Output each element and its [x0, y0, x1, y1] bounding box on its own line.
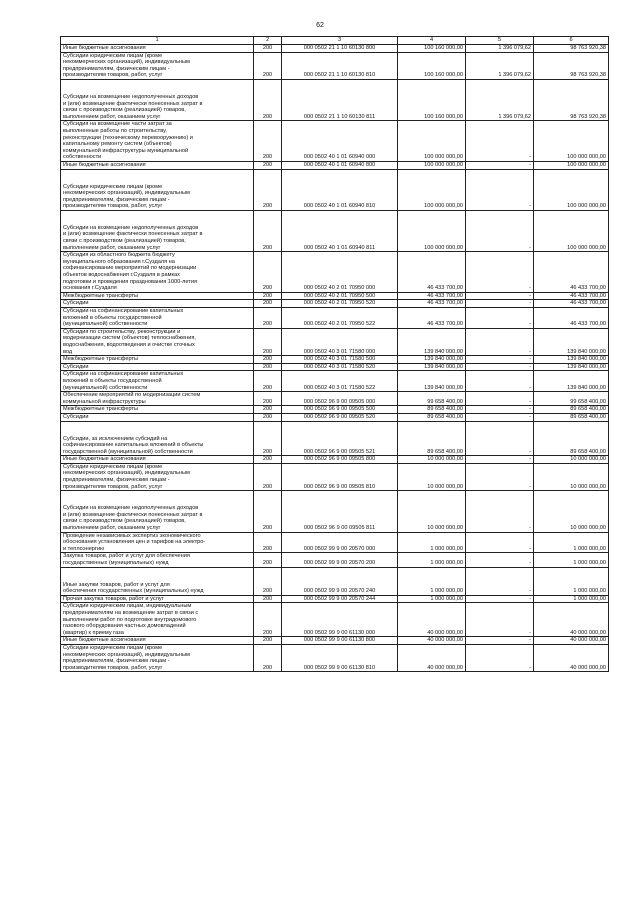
cell-remaining: 99 658 400,00 — [534, 392, 609, 406]
cell-line-code: 200 — [254, 371, 282, 392]
cell-line-code: 200 — [254, 45, 282, 53]
cell-line-code: 200 — [254, 356, 282, 364]
table-row — [61, 371, 609, 392]
table-row — [61, 413, 609, 421]
cell-remaining: 10 000 000,00 — [534, 491, 609, 532]
col-header-1: 1 — [61, 37, 254, 45]
cell-approved: 89 658 400,00 — [398, 406, 466, 414]
cell-approved: 46 433 700,00 — [398, 308, 466, 329]
cell-name: Субсидии на софинансирование капитальных вложений в объекты государственной (муниципальной) собственности — [61, 371, 254, 392]
cell-remaining: 1 000 000,00 — [534, 532, 609, 553]
cell-name: Субсидии юридическим лицам (кроме некоммерческих организаций), индивидуальным предпринимателям, физическим лицам - производителям товаров, работ, услуг — [61, 169, 254, 210]
cell-line-code: 200 — [254, 161, 282, 169]
cell-line-code: 200 — [254, 328, 282, 355]
cell-name: Иные бюджетные ассигнования — [61, 637, 254, 645]
cell-name: Иные бюджетные ассигнования — [61, 456, 254, 464]
table-row — [61, 300, 609, 308]
cell-approved: 139 840 000,00 — [398, 356, 466, 364]
table-row — [61, 595, 609, 603]
cell-executed: - — [466, 532, 534, 553]
cell-executed: - — [466, 413, 534, 421]
cell-name: Субсидии юридическим лицам (кроме некоммерческих организаций), индивидуальным предпринимателям, физическим лицам - производителям товаров, работ, услуг — [61, 52, 254, 79]
cell-executed: - — [466, 567, 534, 595]
cell-name: Субсидии юридическим лицам (кроме некоммерческих организаций), индивидуальным предпринимателям, физическим лицам - производителям товаров, работ, услуг — [61, 463, 254, 490]
cell-executed: - — [466, 328, 534, 355]
cell-executed: 1 396 079,62 — [466, 52, 534, 79]
cell-budget-code: 000 0502 99 9 00 20570 240 — [282, 567, 398, 595]
cell-executed: - — [466, 553, 534, 567]
col-header-2: 2 — [254, 37, 282, 45]
cell-remaining: 46 433 700,00 — [534, 308, 609, 329]
cell-remaining: 46 433 700,00 — [534, 300, 609, 308]
cell-budget-code: 000 0502 40 2 01 70950 520 — [282, 300, 398, 308]
col-header-3: 3 — [282, 37, 398, 45]
cell-remaining: 139 840 000,00 — [534, 371, 609, 392]
cell-budget-code: 000 0502 96 9 00 09505 810 — [282, 463, 398, 490]
cell-approved: 46 433 700,00 — [398, 300, 466, 308]
cell-remaining: 1 000 000,00 — [534, 595, 609, 603]
cell-executed: - — [466, 595, 534, 603]
cell-executed: - — [466, 356, 534, 364]
cell-name: Прочая закупка товаров, работ и услуг — [61, 595, 254, 603]
cell-approved: 100 160 000,00 — [398, 45, 466, 53]
cell-approved: 1 000 000,00 — [398, 532, 466, 553]
cell-executed: - — [466, 292, 534, 300]
cell-remaining: 1 000 000,00 — [534, 567, 609, 595]
table-row — [61, 308, 609, 329]
cell-remaining: 100 000 000,00 — [534, 169, 609, 210]
cell-approved: 46 433 700,00 — [398, 292, 466, 300]
cell-line-code: 200 — [254, 169, 282, 210]
cell-name: Субсидии на возмещение недополученных доходов и (или) возмещение фактически понесенных затрат в связи с производством (реализацией) товаров, выполнением работ, оказанием услуг — [61, 210, 254, 251]
cell-name: Субсидия по строительству, реконструкции и модернизации систем (объектов) теплоснабжения, водоснабжения, водоотведения и очистке сточных вод — [61, 328, 254, 355]
cell-budget-code: 000 0502 99 9 00 61130 810 — [282, 644, 398, 671]
cell-approved: 46 433 700,00 — [398, 252, 466, 293]
table-row — [61, 328, 609, 355]
cell-name: Закупка товаров, работ и услуг для обеспечения государственных (муниципальных) нужд — [61, 553, 254, 567]
cell-budget-code: 000 0502 99 9 00 61130 000 — [282, 603, 398, 637]
cell-line-code: 200 — [254, 52, 282, 79]
table-row — [61, 644, 609, 671]
table-body — [61, 45, 609, 672]
cell-executed: - — [466, 644, 534, 671]
cell-remaining: 89 658 400,00 — [534, 406, 609, 414]
cell-budget-code: 000 0502 40 1 01 60940 811 — [282, 210, 398, 251]
table-row — [61, 637, 609, 645]
cell-remaining: 40 000 000,00 — [534, 644, 609, 671]
cell-name: Субсидия из областного бюджета бюджету муниципального образования г.Суздаля на софинансирование мероприятий по модернизации объектов водоснабжения г.Суздаля в рамках подготовки и проведения празднования 1000-летия основания г.Суздаля — [61, 252, 254, 293]
cell-approved: 10 000 000,00 — [398, 491, 466, 532]
table-row — [61, 553, 609, 567]
table-row — [61, 252, 609, 293]
cell-name: Иные закупки товаров, работ и услуг для обеспечения государственных (муниципальных) нужд — [61, 567, 254, 595]
cell-budget-code: 000 0502 99 9 00 20570 244 — [282, 595, 398, 603]
cell-approved: 10 000 000,00 — [398, 463, 466, 490]
cell-executed: - — [466, 463, 534, 490]
cell-approved: 1 000 000,00 — [398, 553, 466, 567]
table-row — [61, 52, 609, 79]
cell-budget-code: 000 0502 21 1 10 60130 800 — [282, 45, 398, 53]
cell-remaining: 1 000 000,00 — [534, 553, 609, 567]
cell-remaining: 98 763 920,38 — [534, 45, 609, 53]
cell-approved: 10 000 000,00 — [398, 456, 466, 464]
cell-approved: 139 840 000,00 — [398, 363, 466, 371]
col-header-5: 5 — [466, 37, 534, 45]
cell-name: Субсидии на возмещение недополученных доходов и (или) возмещение фактически понесенных затрат в связи с производством (реализацией) товаров, выполнением работ, оказанием услуг — [61, 491, 254, 532]
cell-name: Межбюджетные трансферты — [61, 292, 254, 300]
cell-approved: 100 160 000,00 — [398, 52, 466, 79]
cell-executed: - — [466, 421, 534, 456]
cell-line-code: 200 — [254, 292, 282, 300]
cell-line-code: 200 — [254, 421, 282, 456]
cell-line-code: 200 — [254, 603, 282, 637]
table-row — [61, 292, 609, 300]
cell-line-code: 200 — [254, 491, 282, 532]
cell-executed: - — [466, 603, 534, 637]
cell-name: Межбюджетные трансферты — [61, 406, 254, 414]
cell-name: Субсидии юридическим лицам (кроме некоммерческих организаций), индивидуальным предпринимателям, физическим лицам - производителям товаров, работ, услуг — [61, 644, 254, 671]
cell-approved: 1 000 000,00 — [398, 595, 466, 603]
cell-name: Субсидии на софинансирование капитальных вложений в объекты государственной (муниципальной) собственности — [61, 308, 254, 329]
cell-remaining: 139 840 000,00 — [534, 328, 609, 355]
cell-remaining: 98 763 920,38 — [534, 52, 609, 79]
cell-name: Межбюджетные трансферты — [61, 356, 254, 364]
cell-line-code: 200 — [254, 644, 282, 671]
cell-budget-code: 000 0502 21 1 10 60130 811 — [282, 79, 398, 120]
cell-executed: - — [466, 392, 534, 406]
cell-line-code: 200 — [254, 532, 282, 553]
cell-line-code: 200 — [254, 121, 282, 162]
cell-name: Субсидии — [61, 413, 254, 421]
cell-remaining: 100 000 000,00 — [534, 121, 609, 162]
page-number: 62 — [316, 22, 324, 29]
cell-executed: - — [466, 169, 534, 210]
cell-approved: 89 658 400,00 — [398, 421, 466, 456]
cell-executed: - — [466, 371, 534, 392]
table-row — [61, 45, 609, 53]
cell-budget-code: 000 0502 40 1 01 60940 810 — [282, 169, 398, 210]
cell-line-code: 200 — [254, 413, 282, 421]
cell-budget-code: 000 0502 40 2 01 70950 000 — [282, 252, 398, 293]
cell-budget-code: 000 0502 40 2 01 70950 522 — [282, 308, 398, 329]
cell-executed: - — [466, 456, 534, 464]
cell-approved: 89 658 400,00 — [398, 413, 466, 421]
cell-line-code: 200 — [254, 210, 282, 251]
cell-budget-code: 000 0502 40 1 01 60940 800 — [282, 161, 398, 169]
cell-budget-code: 000 0502 96 9 00 09505 811 — [282, 491, 398, 532]
table-row — [61, 603, 609, 637]
cell-line-code: 200 — [254, 406, 282, 414]
cell-budget-code: 000 0502 96 9 00 09505 800 — [282, 456, 398, 464]
cell-budget-code: 000 0502 40 2 01 70950 500 — [282, 292, 398, 300]
cell-budget-code: 000 0502 99 9 00 20570 000 — [282, 532, 398, 553]
table-row — [61, 463, 609, 490]
cell-executed: - — [466, 491, 534, 532]
col-header-6: 6 — [534, 37, 609, 45]
cell-executed: - — [466, 637, 534, 645]
cell-line-code: 200 — [254, 637, 282, 645]
table-row — [61, 79, 609, 120]
cell-name: Субсидии юридическим лицам, индивидуальным предпринимателям на возмещение затрат в связи с выполнением работ по подготовке внутридомового газового оборудования частных домовладений (квартир) к приему газа — [61, 603, 254, 637]
col-header-4: 4 — [398, 37, 466, 45]
cell-executed: - — [466, 252, 534, 293]
cell-approved: 100 000 000,00 — [398, 121, 466, 162]
table-row — [61, 406, 609, 414]
cell-budget-code: 000 0502 40 3 01 71580 000 — [282, 328, 398, 355]
cell-approved: 100 000 000,00 — [398, 161, 466, 169]
cell-executed: - — [466, 363, 534, 371]
table-row — [61, 356, 609, 364]
cell-executed: - — [466, 308, 534, 329]
cell-name: Субсидии — [61, 363, 254, 371]
cell-approved: 100 000 000,00 — [398, 210, 466, 251]
cell-approved: 40 000 000,00 — [398, 637, 466, 645]
cell-name: Проведение независимых экспертиз экономического обоснования установления цен и тарифов на электро- и теплоэнергию — [61, 532, 254, 553]
cell-budget-code: 000 0502 96 9 00 09505 520 — [282, 413, 398, 421]
cell-line-code: 200 — [254, 595, 282, 603]
table-row — [61, 392, 609, 406]
cell-remaining: 10 000 000,00 — [534, 463, 609, 490]
cell-approved: 139 840 000,00 — [398, 371, 466, 392]
table-row — [61, 363, 609, 371]
cell-remaining: 46 433 700,00 — [534, 252, 609, 293]
table-row — [61, 210, 609, 251]
cell-remaining: 100 000 000,00 — [534, 161, 609, 169]
cell-line-code: 200 — [254, 567, 282, 595]
cell-budget-code: 000 0502 99 9 00 61130 800 — [282, 637, 398, 645]
cell-executed: - — [466, 406, 534, 414]
cell-line-code: 200 — [254, 392, 282, 406]
cell-name: Субсидии на возмещение недополученных доходов и (или) возмещение фактически понесенных затрат в связи с производством (реализацией) товаров, выполнением работ, оказанием услуг — [61, 79, 254, 120]
cell-name: Иные бюджетные ассигнования — [61, 45, 254, 53]
cell-remaining: 40 000 000,00 — [534, 637, 609, 645]
table-row — [61, 169, 609, 210]
cell-budget-code: 000 0502 96 9 00 09505 500 — [282, 406, 398, 414]
cell-executed: - — [466, 300, 534, 308]
table-header — [61, 37, 609, 45]
cell-remaining: 89 658 400,00 — [534, 413, 609, 421]
cell-executed: - — [466, 210, 534, 251]
cell-budget-code: 000 0502 96 9 00 09505 521 — [282, 421, 398, 456]
cell-name: Субсидии — [61, 300, 254, 308]
cell-remaining: 10 000 000,00 — [534, 456, 609, 464]
cell-line-code: 200 — [254, 456, 282, 464]
table-row — [61, 161, 609, 169]
cell-remaining: 89 658 400,00 — [534, 421, 609, 456]
cell-approved: 100 000 000,00 — [398, 169, 466, 210]
cell-budget-code: 000 0502 40 1 01 60940 000 — [282, 121, 398, 162]
table-row — [61, 421, 609, 456]
cell-remaining: 40 000 000,00 — [534, 603, 609, 637]
cell-executed: 1 396 079,62 — [466, 79, 534, 120]
cell-line-code: 200 — [254, 553, 282, 567]
cell-remaining: 139 840 000,00 — [534, 356, 609, 364]
table-row — [61, 491, 609, 532]
cell-approved: 139 840 000,00 — [398, 328, 466, 355]
cell-budget-code: 000 0502 40 3 01 71580 500 — [282, 356, 398, 364]
cell-remaining: 100 000 000,00 — [534, 210, 609, 251]
cell-line-code: 200 — [254, 308, 282, 329]
table-row — [61, 567, 609, 595]
cell-line-code: 200 — [254, 363, 282, 371]
cell-remaining: 98 763 920,38 — [534, 79, 609, 120]
cell-line-code: 200 — [254, 252, 282, 293]
cell-remaining: 46 433 700,00 — [534, 292, 609, 300]
cell-budget-code: 000 0502 96 9 00 09505 000 — [282, 392, 398, 406]
cell-executed: - — [466, 121, 534, 162]
table-row — [61, 121, 609, 162]
cell-remaining: 139 840 000,00 — [534, 363, 609, 371]
cell-executed: 1 396 079,62 — [466, 45, 534, 53]
cell-approved: 99 658 400,00 — [398, 392, 466, 406]
cell-executed: - — [466, 161, 534, 169]
cell-approved: 1 000 000,00 — [398, 567, 466, 595]
cell-approved: 40 000 000,00 — [398, 603, 466, 637]
cell-budget-code: 000 0502 40 3 01 71580 522 — [282, 371, 398, 392]
cell-budget-code: 000 0502 21 1 10 60130 810 — [282, 52, 398, 79]
cell-name: Субсидия на возмещение части затрат за выполненные работы по строительству, реконструкции (техническому перевооружению) и капитальному ремонту систем (объектов) коммунальной инфраструктуры муниципальной собственности — [61, 121, 254, 162]
cell-budget-code: 000 0502 40 3 01 71580 520 — [282, 363, 398, 371]
cell-approved: 100 160 000,00 — [398, 79, 466, 120]
table-row — [61, 456, 609, 464]
budget-table — [60, 36, 609, 672]
cell-budget-code: 000 0502 99 9 00 20570 200 — [282, 553, 398, 567]
cell-name: Субсидии, за исключением субсидий на софинансирование капитальных вложений в объекты государственной (муниципальной) собственности — [61, 421, 254, 456]
cell-line-code: 200 — [254, 463, 282, 490]
cell-line-code: 200 — [254, 79, 282, 120]
cell-name: Обеспечение мероприятий по модернизации систем коммунальной инфраструктуры — [61, 392, 254, 406]
table-row — [61, 532, 609, 553]
cell-line-code: 200 — [254, 300, 282, 308]
cell-name: Иные бюджетные ассигнования — [61, 161, 254, 169]
cell-approved: 40 000 000,00 — [398, 644, 466, 671]
